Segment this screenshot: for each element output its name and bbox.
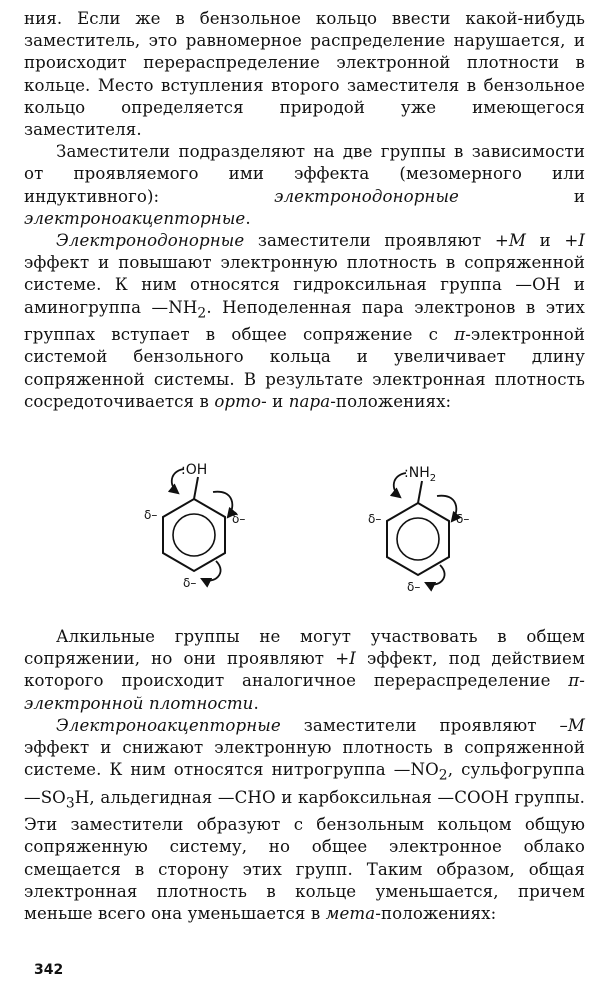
aniline-delta-ortho-right: δ– [456, 512, 470, 526]
text-run: 3 [65, 795, 75, 812]
text-run: заместители проявляют [244, 231, 495, 251]
text-run: Заместители подразделяют на две группы в зависимости от проявляемого ими эффекта (мезомерного или индуктивного): [24, 142, 585, 206]
paragraph-p3 [24, 230, 585, 413]
text-block-top [24, 8, 585, 413]
text-run: Электронодонорные [56, 231, 245, 251]
aniline-delta-ortho-left: δ– [368, 512, 382, 526]
paragraph-p1 [24, 8, 585, 141]
phenol-delta-ortho-left: δ– [144, 508, 158, 522]
text-run: эффект и повышают электронную плотность в сопряженной системе. К ним относятся гидроксильная группа —OH и аминогруппа —NH [24, 253, 585, 317]
text-run: заместители проявляют [280, 715, 560, 735]
phenol-substituent-label: :OH [181, 462, 208, 478]
phenol-delta-para: δ– [183, 576, 197, 590]
text-run: и [458, 186, 585, 206]
text-run: –M [559, 715, 585, 735]
text-run: электронодонорные [274, 186, 459, 206]
phenol-arrow-ring-1 [213, 492, 232, 517]
aniline-c-n-bond [418, 481, 422, 503]
text-run: , сульфогруппа —SO [24, 760, 585, 807]
aniline-delta-para: δ– [407, 580, 421, 594]
text-run: +I [564, 231, 585, 251]
text-run: π-электронной плотности [24, 671, 585, 713]
text-run: пара [288, 391, 331, 411]
text-run: 2 [438, 767, 448, 784]
phenol-c-o-bond [194, 477, 198, 499]
benzene-structures-svg [0, 452, 600, 602]
text-run: ния. Если же в бензольное кольцо ввести какой-нибудь заместитель, это равномерное распределение нарушается, и происходит перераспределение электронной плотности в кольце. Место вступления второго заместителя в бензольное кольцо определяется природой уже имеющегося заместителя. [24, 9, 585, 140]
paragraph-p5 [24, 715, 585, 925]
text-run: . Неподеленная пара электронов в этих группах вступает в общее сопряжение с [24, 297, 585, 345]
text-run: мета [325, 904, 376, 924]
text-run: Алкильные группы не могут участвовать в общем сопряжении, но они проявляют [24, 627, 585, 669]
text-run: электроноакцепторные [24, 208, 246, 228]
text-run: эффект и снижают электронную плотность в сопряженной системе. К ним относятся нитрогруппа —NO [24, 738, 585, 780]
paragraph-p4 [24, 626, 585, 715]
text-run: Электроноакцепторные [56, 715, 281, 735]
paragraph-p2 [24, 141, 585, 230]
text-run: орто [214, 391, 262, 411]
aniline-structure [368, 465, 469, 594]
text-run: π [454, 325, 466, 345]
page-number: 342 [34, 962, 64, 978]
aniline-aromatic-circle [397, 518, 439, 560]
aniline-substituent-label: $:NH_2$ [404, 465, 437, 484]
text-run: . [253, 693, 259, 713]
phenol-structure [144, 462, 245, 590]
text-run: - и [261, 391, 289, 411]
text-run: -электронной системой бензольного кольца и увеличивает длину сопряженной системы. В результате электронная плотность сосредоточивается в [24, 325, 585, 411]
text-run: -положениях: [330, 391, 452, 411]
text-run: и [526, 231, 565, 251]
text-run: H, альдегидная —CHO и карбоксильная —COOH группы. Эти заместители образуют с бензольным кольцом общую сопряженную систему, но общее электронное облако смещается в сторону этих групп. Таким образом, общая электронная плотность в кольце уменьшается, причем меньше всего она уменьшается в [24, 787, 585, 924]
phenol-delta-ortho-right: δ– [232, 512, 246, 526]
text-run: 2 [197, 304, 207, 321]
aniline-arrow-ring-1 [437, 496, 456, 521]
phenol-aromatic-circle [173, 514, 215, 556]
text-block-bottom [24, 626, 585, 925]
resonance-figure [0, 452, 600, 602]
text-run: эффект, под действием которого происходит аналогичное перераспределение [24, 649, 585, 691]
text-run: -положениях: [375, 904, 497, 924]
text-run: +M [494, 231, 527, 251]
text-run: +I [335, 649, 356, 669]
text-run: . [245, 208, 251, 228]
